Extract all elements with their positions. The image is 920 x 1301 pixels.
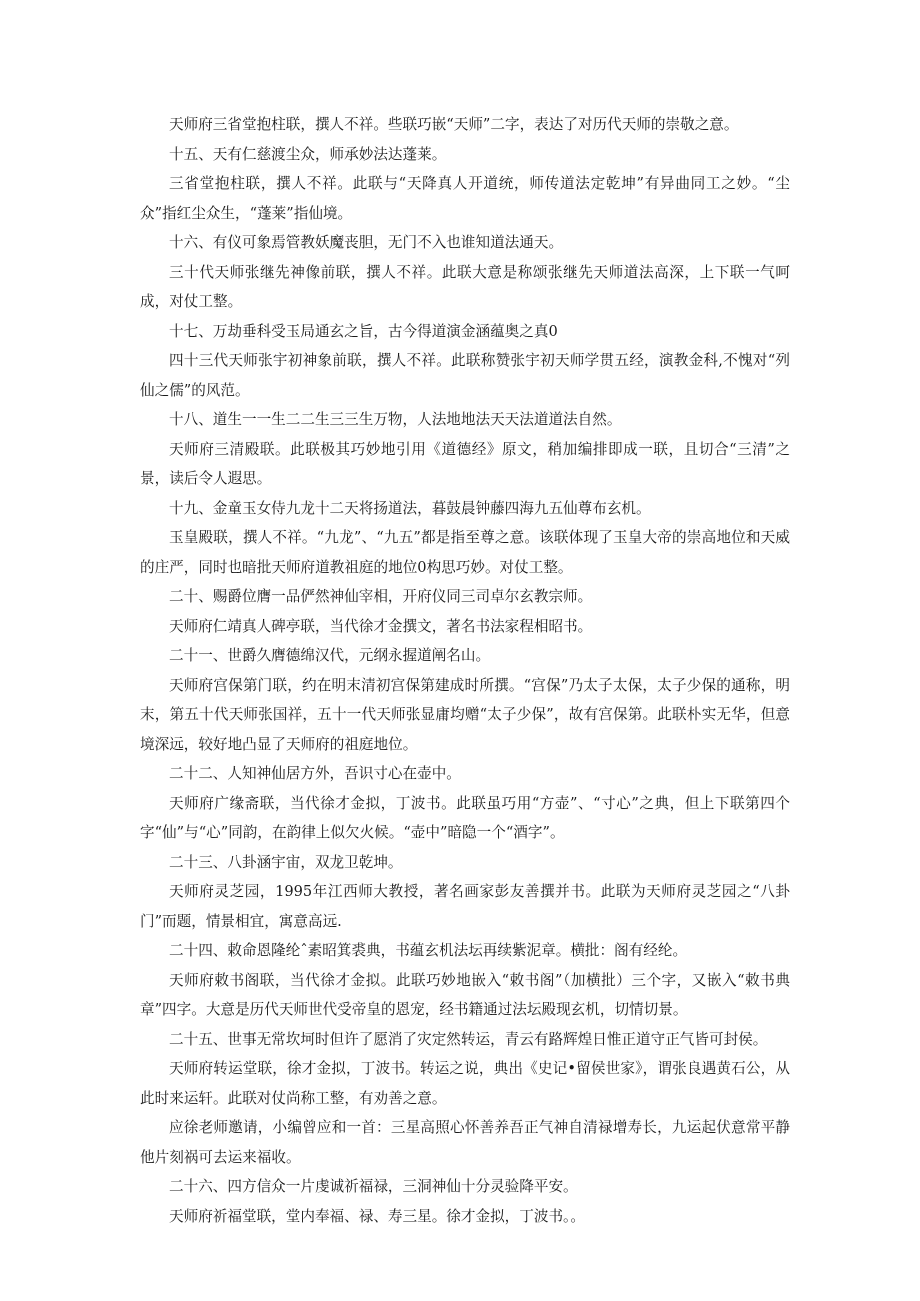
paragraph: 十五、天有仁慈渡尘众，师承妙法达蓬莱。: [169, 145, 447, 163]
paragraph: 天师府仁靖真人碑亭联，当代徐才金撰文，著名书法家程相昭书。: [169, 617, 593, 635]
paragraph: 应徐老师邀请，小编曾应和一首：三星高照心怀善养吾正气神自清禄增寿长，九运起伏意常平静他片刻祸可去运来福收。: [140, 1119, 790, 1166]
paragraph: 十八、道生一一生二二生三三生万物，人法地地法天天法道道法自然。: [169, 411, 622, 428]
paragraph: 天师府宫保第门联，约在明末清初宫保第建成时所撰。“宫保”乃太子太保，太子少保的通称，明末，第五十代天师张国祥，五十一代天师张显庸均赠“太子少保”，故有宫保第。此联朴实无华，但意境深远，较好地凸显了天师府的祖庭地位。: [140, 676, 790, 753]
document-body: [140, 110, 790, 1231]
paragraph: 四十三代天师张宇初神象前联，撰人不祥。此联称赞张宇初天师学贯五经，演教金科,不愧对“列仙之儒”的风范。: [140, 352, 790, 399]
paragraph: 十七、万劫垂科受玉局通玄之旨，古今得道演金涵蕴奥之真0: [169, 322, 558, 340]
paragraph: 二十、赐爵位膺一品俨然神仙宰相，开府仪同三司卓尔玄教宗师。: [169, 588, 593, 605]
paragraph: 十六、有仪可象焉管教妖魔丧胆，无门不入也谁知道法通天。: [169, 234, 564, 251]
paragraph: 三省堂抱柱联，撰人不祥。此联与“天降真人开道统，师传道法定乾坤”有异曲同工之妙。“尘众”指红尘众生，“蓬莱”指仙境。: [140, 175, 790, 222]
paragraph: 十九、金童玉女侍九龙十二天将扬道法，暮鼓晨钟藤四海九五仙尊布玄机。: [169, 499, 651, 517]
paragraph: 天师府敕书阁联，当代徐才金拟。此联巧妙地嵌入“敕书阁”（加横批）三个字，又嵌入“敕书典章”四字。大意是历代天师世代受帝皇的恩宠，经书籍通过法坛殿现玄机，切情切景。: [140, 971, 790, 1018]
paragraph: 天师府三清殿联。此联极其巧妙地引用《道德经》原文，稍加编排即成一联，且切合“三清”之景，读后令人遐思。: [140, 440, 790, 487]
paragraph: 三十代天师张继先神像前联，撰人不祥。此联大意是称颂张继先天师道法高深，上下联一气呵成，对仗工整。: [140, 263, 790, 310]
paragraph: 天师府广缘斋联，当代徐才金拟，丁波书。此联虽巧用“方壶”、“寸心”之典，但上下联第四个字“仙”与“心”同韵，在韵律上似欠火候。“壶中”暗隐一个“酒字”。: [140, 794, 790, 841]
paragraph: 玉皇殿联，撰人不祥。“九龙”、“九五”都是指至尊之意。该联体现了玉皇大帝的崇高地位和天威的庄严，同时也暗批天师府道教祖庭的地位0构思巧妙。对仗工整。: [140, 529, 790, 576]
paragraph: 二十六、四方信众一片虔诚祈福禄，三洞神仙十分灵验降平安。: [169, 1178, 578, 1195]
paragraph: 二十二、人知神仙居方外，吾识寸心在壶中。: [169, 765, 461, 782]
paragraph: 天师府灵芝园，1995年江西师大教授，著名画家彭友善撰并书。此联为天师府灵芝园之“八卦门”而题，情景相宜，寓意高远.: [140, 883, 790, 930]
paragraph: 天师府三省堂抱柱联，撰人不祥。些联巧嵌“天师”二字，表达了对历代天师的崇敬之意。: [169, 116, 739, 133]
paragraph: 二十五、世事无常坎坷时但许了愿消了灾定然转运，青云有路辉煌日惟正道守正气皆可封侯。: [169, 1030, 768, 1048]
paragraph: 二十四、敕命恩隆纶ˆ素昭箕裘典，书蕴玄机法坛再续紫泥章。横批：阁有经纶。: [169, 942, 688, 959]
paragraph: 二十三、八卦涵宇宙，双龙卫乾坤。: [169, 853, 403, 871]
paragraph: 天师府祈福堂联，堂内奉福、禄、寿三星。徐才金拟，丁波书。。: [169, 1207, 585, 1225]
paragraph: 天师府转运堂联，徐才金拟，丁波书。转运之说，典出《史记•留侯世家》，谓张良遇黄石公，从此时来运轩。此联对仗尚称工整，有劝善之意。: [140, 1060, 790, 1107]
paragraph: 二十一、世爵久膺德绵汉代，元纲永握道阐名山。: [169, 647, 491, 664]
